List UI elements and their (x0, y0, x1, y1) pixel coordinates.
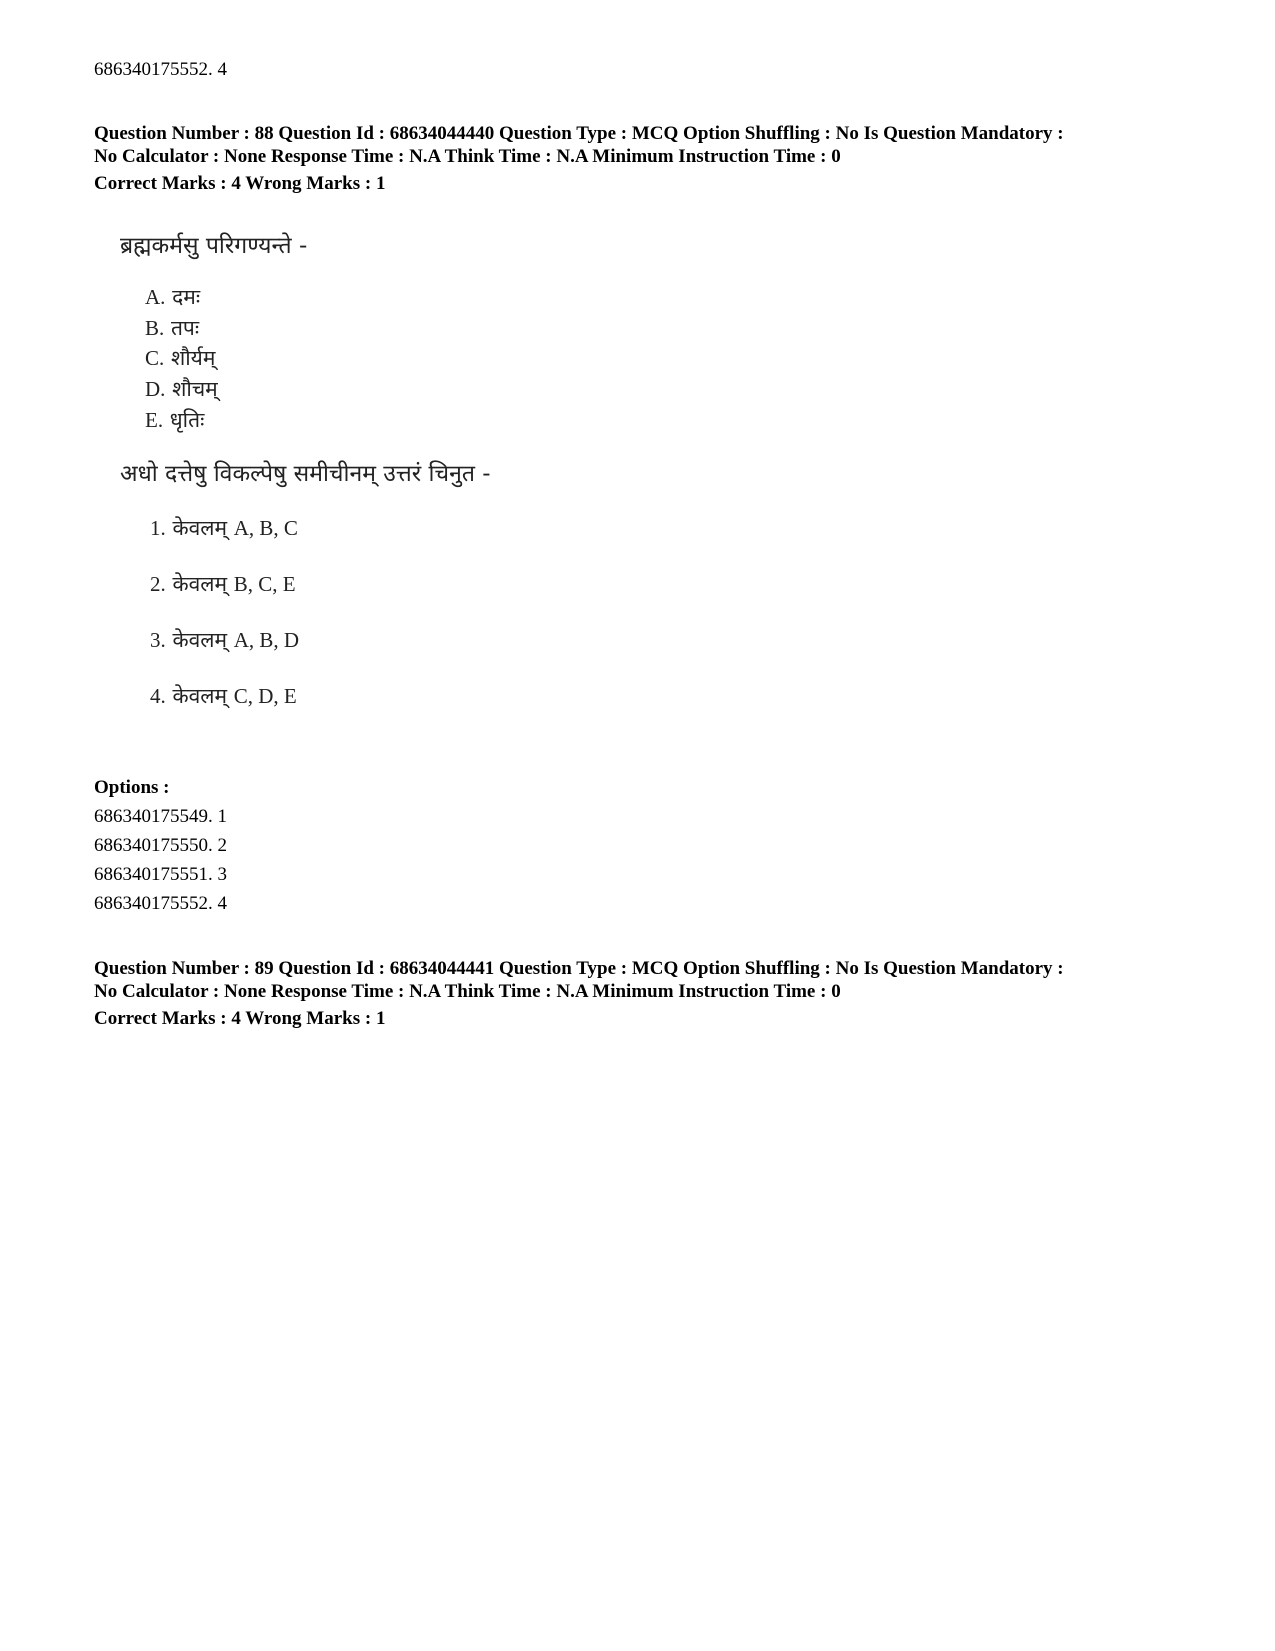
previous-question-last-option: 686340175552. 4 (94, 59, 227, 80)
choice-2 (150, 570, 296, 598)
statement-label: E. (145, 408, 164, 432)
question-88-image (110, 228, 530, 748)
choice-word: केवलम् (172, 572, 228, 596)
question-stem: ब्रह्मकर्मसु परिगण्यन्ते - (120, 233, 308, 259)
question-89-marks: Correct Marks : 4 Wrong Marks : 1 (94, 1008, 386, 1029)
option-4: 686340175552. 4 (94, 893, 227, 914)
choice-letters: C, D, E (233, 684, 297, 708)
statement-e (145, 406, 204, 434)
choice-3 (150, 626, 299, 654)
statement-label: A. (145, 285, 166, 309)
statement-b (145, 314, 199, 342)
choice-number: 3. (150, 628, 166, 652)
statement-a (145, 283, 200, 311)
statement-text: धृतिः (169, 408, 205, 432)
question-88-header-line-2: No Calculator : None Response Time : N.A Think Time : N.A Minimum Instruction Time : 0 (94, 146, 841, 167)
choice-word: केवलम् (172, 516, 228, 540)
question-89-header-line-1: Question Number : 89 Question Id : 68634044441 Question Type : MCQ Option Shuffling : No Is Question Mandatory : (94, 958, 1064, 979)
choice-4 (150, 682, 297, 710)
statement-c (145, 344, 215, 372)
statement-text: शौर्यम् (170, 346, 216, 370)
question-89-header-line-2: No Calculator : None Response Time : N.A Think Time : N.A Minimum Instruction Time : 0 (94, 981, 841, 1002)
question-instruction: अधो दत्तेषु विकल्पेषु समीचीनम् उत्तरं चिनुत - (120, 461, 491, 487)
statement-label: B. (145, 316, 165, 340)
choice-number: 4. (150, 684, 166, 708)
statement-d (145, 375, 218, 403)
statement-label: D. (145, 377, 166, 401)
option-2: 686340175550. 2 (94, 835, 227, 856)
choice-word: केवलम् (172, 684, 228, 708)
statement-label: C. (145, 346, 165, 370)
question-88-marks: Correct Marks : 4 Wrong Marks : 1 (94, 173, 386, 194)
choice-letters: A, B, D (233, 628, 300, 652)
option-3: 686340175551. 3 (94, 864, 227, 885)
choice-letters: A, B, C (233, 516, 298, 540)
choice-letters: B, C, E (233, 572, 296, 596)
statement-text: दमः (172, 285, 201, 309)
option-1: 686340175549. 1 (94, 806, 227, 827)
choice-1 (150, 514, 298, 542)
choice-number: 2. (150, 572, 166, 596)
statement-text: तपः (170, 316, 200, 340)
options-label: Options : (94, 777, 170, 798)
statement-text: शौचम् (172, 377, 218, 401)
choice-number: 1. (150, 516, 166, 540)
choice-word: केवलम् (172, 628, 228, 652)
question-88-header-line-1: Question Number : 88 Question Id : 68634044440 Question Type : MCQ Option Shuffling : No Is Question Mandatory : (94, 123, 1064, 144)
